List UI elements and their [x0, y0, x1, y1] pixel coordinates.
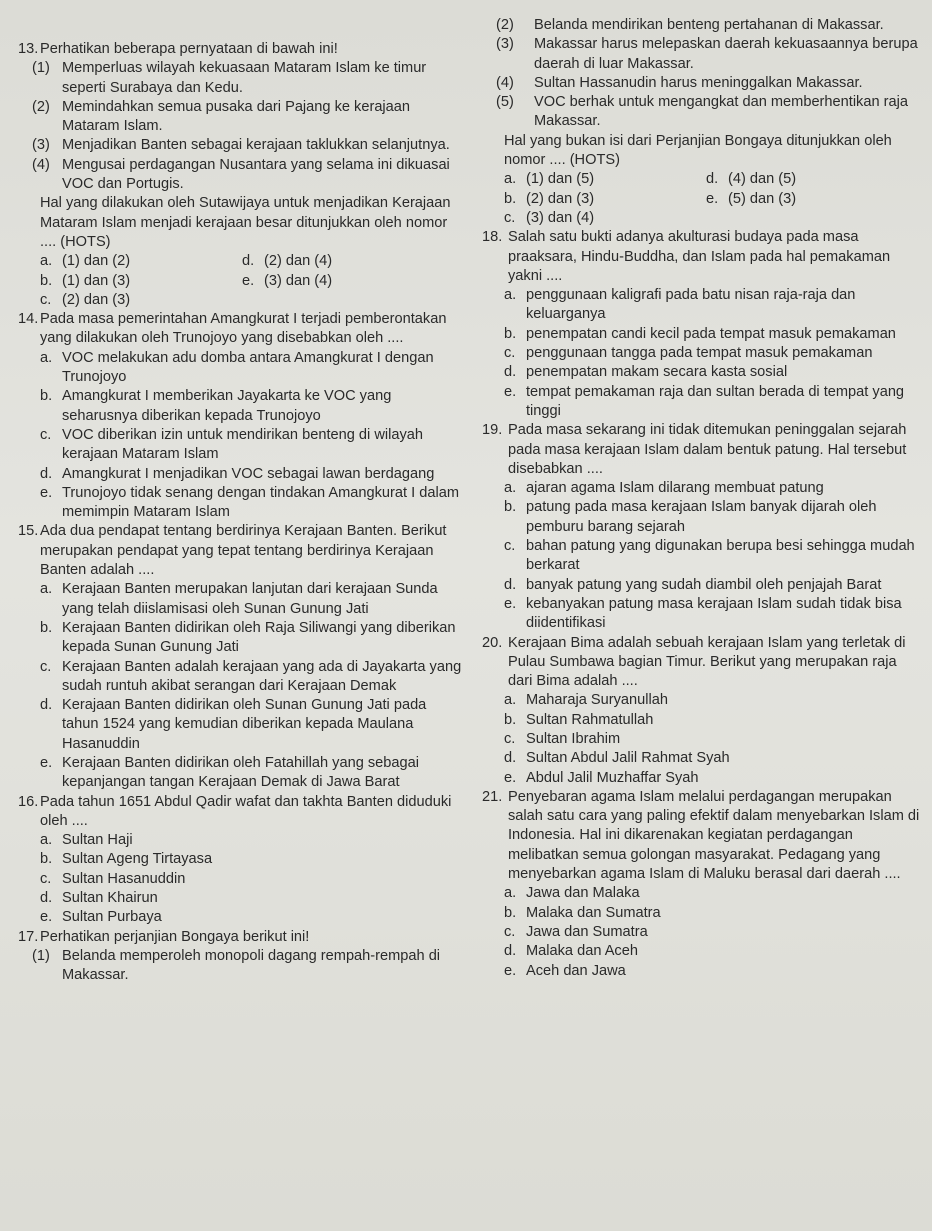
question-15 [18, 522, 466, 792]
option-c[interactable]: c. Sultan Ibrahim [504, 730, 621, 747]
question-number: 21. [482, 788, 503, 805]
question-14 [18, 310, 466, 522]
question-13 [18, 16, 466, 310]
option-c[interactable]: c. Jawa dan Sumatra [504, 923, 648, 940]
statement-item: (4) Mengusai perdagangan Nusantara yang selama ini dikuasai VOC dan Portugis. [32, 156, 450, 193]
option-e[interactable]: e. Trunojoyo tidak senang dengan tindakan Amangkurat I dalam memimpin Mataram Islam [40, 484, 459, 521]
question-19 [482, 421, 922, 633]
option-e[interactable]: e. (5) dan (3) [706, 190, 797, 207]
option-b[interactable]: b. Sultan Ageng Tirtayasa [40, 851, 213, 868]
option-e[interactable]: e. Aceh dan Jawa [504, 962, 626, 979]
option-b[interactable]: b. (1) dan (3) [40, 272, 131, 289]
question-number: 16. [18, 793, 39, 810]
option-row [482, 209, 922, 228]
question-text: Pada masa pemerintahan Amangkurat I terjadi pemberontakan yang dilakukan oleh Trunojoyo yang disebabkan oleh .... [40, 311, 447, 347]
option-b[interactable]: b. penempatan candi kecil pada tempat masuk pemakaman [504, 325, 896, 342]
question-number: 18. [482, 229, 503, 246]
left-column [18, 16, 466, 986]
statement-item: (4) Sultan Hassanudin harus meninggalkan Makassar. [496, 74, 863, 91]
question-number: 19. [482, 422, 503, 439]
question-number: 20. [482, 634, 503, 651]
option-row [18, 252, 466, 271]
option-b[interactable]: b. Kerajaan Banten didirikan oleh Raja Siliwangi yang diberikan kepada Sunan Gunung Jati [40, 619, 456, 656]
right-column [482, 16, 922, 981]
question-text: Hal yang dilakukan oleh Sutawijaya untuk menjadikan Kerajaan Mataram Islam menjadi kerajaan besar ditunjukkan oleh nomor .... (HOTS) [40, 195, 451, 250]
option-e[interactable]: e. kebanyakan patung masa kerajaan Islam sudah tidak bisa diidentifikasi [504, 595, 902, 632]
option-d[interactable]: d. Malaka dan Aceh [504, 943, 638, 960]
question-number: 13. [18, 41, 39, 57]
option-a[interactable]: a. penggunaan kaligrafi pada batu nisan raja-raja dan keluarganya [504, 287, 856, 323]
option-c[interactable]: c. penggunaan tangga pada tempat masuk pemakaman [504, 345, 873, 362]
option-row [482, 190, 922, 209]
statement-item: (1) Memperluas wilayah kekuasaan Mataram Islam ke timur seperti Surabaya dan Kedu. [32, 60, 427, 96]
option-d[interactable]: d. Sultan Abdul Jalil Rahmat Syah [504, 750, 730, 767]
question-18 [482, 228, 922, 421]
option-b[interactable]: b. patung pada masa kerajaan Islam banyak dijarah oleh pemburu barang sejarah [504, 499, 877, 535]
option-a[interactable]: a. ajaran agama Islam dilarang membuat patung [504, 480, 824, 497]
option-e[interactable]: e. tempat pemakaman raja dan sultan berada di tempat yang tinggi [504, 383, 905, 419]
option-b[interactable]: b. Amangkurat I memberikan Jayakarta ke VOC yang seharusnya diberikan kepada Trunojoyo [40, 388, 392, 424]
option-a[interactable]: a. (1) dan (5) [504, 171, 595, 188]
question-17-continued [482, 16, 922, 228]
option-row [482, 170, 922, 189]
option-d[interactable]: d. (2) dan (4) [242, 253, 333, 270]
option-b[interactable]: b. (2) dan (3) [504, 190, 595, 207]
question-number: 14. [18, 311, 39, 328]
option-e[interactable]: e. Kerajaan Banten didirikan oleh Fatahillah yang sebagai kepanjangan tangan Kerajaan Demak di Jawa Barat [40, 754, 419, 791]
statement-item: (2) Memindahkan semua pusaka dari Pajang ke kerajaan Mataram Islam. [32, 98, 411, 135]
option-row [18, 272, 466, 291]
question-text: Penyebaran agama Islam melalui perdagangan merupakan salah satu cara yang paling efektif dalam menyebarkan Islam di Indonesia. Hal ini dikarenakan kegiatan perdagangan melibatkan semua golongan masyarakat. Pedagang yang menyebarkan agama Islam di Maluku berasal dari daerah .... [508, 788, 920, 883]
statement-item: (3) Makassar harus melepaskan daerah kekuasaannya berupa daerah di luar Makassar. [496, 36, 918, 72]
option-a[interactable]: a. Kerajaan Banten merupakan lanjutan dari kerajaan Sunda yang telah diislamisasi oleh Sunan Gunung Jati [40, 581, 438, 617]
statement-item: (5) VOC berhak untuk mengangkat dan memberhentikan raja Makassar. [496, 94, 908, 130]
option-e[interactable]: e. Abdul Jalil Muzhaffar Syah [504, 769, 699, 786]
question-text: Hal yang bukan isi dari Perjanjian Bongaya ditunjukkan oleh nomor .... (HOTS) [504, 132, 892, 169]
option-a[interactable]: a. (1) dan (2) [40, 253, 131, 270]
option-b[interactable]: b. Sultan Rahmatullah [504, 711, 654, 728]
option-a[interactable]: a. Sultan Haji [40, 832, 133, 849]
option-c[interactable]: c. (2) dan (3) [40, 291, 131, 308]
option-c[interactable]: c. bahan patung yang digunakan berupa besi sehingga mudah berkarat [504, 538, 915, 574]
question-21 [482, 788, 922, 981]
question-17 [18, 928, 466, 986]
question-intro: Perhatikan beberapa pernyataan di bawah ini! [40, 41, 338, 57]
statement-item: (3) Menjadikan Banten sebagai kerajaan taklukkan selanjutnya. [32, 137, 450, 154]
option-d[interactable]: d. (4) dan (5) [706, 171, 797, 188]
option-d[interactable]: d. Amangkurat I menjadikan VOC sebagai lawan berdagang [40, 465, 435, 482]
option-e[interactable]: e. Sultan Purbaya [40, 909, 162, 926]
option-a[interactable]: a. Jawa dan Malaka [504, 885, 640, 902]
option-c[interactable]: c. VOC diberikan izin untuk mendirikan benteng di wilayah kerajaan Mataram Islam [40, 426, 423, 463]
option-a[interactable]: a. VOC melakukan adu domba antara Amangkurat I dengan Trunojoyo [40, 349, 434, 386]
question-20 [482, 634, 922, 788]
question-text: Salah satu bukti adanya akulturasi budaya pada masa praaksara, Hindu-Buddha, dan Islam pada hal pemakaman yakni .... [508, 229, 891, 284]
option-e[interactable]: e. (3) dan (4) [242, 272, 333, 289]
option-d[interactable]: d. Kerajaan Banten didirikan oleh Sunan Gunung Jati pada tahun 1524 yang kemudian diberikan kepada Maulana Hasanuddin [40, 697, 427, 752]
option-d[interactable]: d. Sultan Khairun [40, 890, 158, 907]
question-text: Kerajaan Bima adalah sebuah kerajaan Islam yang terletak di Pulau Sumbawa bagian Timur. Berikut yang merupakan raja dari Bima adalah .... [508, 634, 906, 690]
question-text: Pada masa sekarang ini tidak ditemukan peninggalan sejarah pada masa kerajaan Islam dalam bentuk patung. Hal tersebut disebabkan .... [508, 422, 907, 477]
option-d[interactable]: d. banyak patung yang sudah diambil oleh penjajah Barat [504, 576, 882, 593]
question-number: 15. [18, 523, 39, 540]
question-intro: Perhatikan perjanjian Bongaya berikut ini! [40, 928, 310, 945]
option-row [18, 291, 466, 310]
option-d[interactable]: d. penempatan makam secara kasta sosial [504, 364, 788, 381]
statement-item: (2) Belanda mendirikan benteng pertahanan di Makassar. [496, 17, 884, 33]
option-a[interactable]: a. Maharaja Suryanullah [504, 692, 668, 709]
question-text: Ada dua pendapat tentang berdirinya Kerajaan Banten. Berikut merupakan pendapat yang tepat tentang berdirinya Kerajaan Banten adalah .... [40, 523, 447, 579]
question-text: Pada tahun 1651 Abdul Qadir wafat dan takhta Banten diduduki oleh .... [40, 793, 452, 829]
question-16 [18, 793, 466, 928]
option-c[interactable]: c. (3) dan (4) [504, 209, 595, 226]
question-number: 17. [18, 928, 39, 945]
option-c[interactable]: c. Kerajaan Banten adalah kerajaan yang ada di Jayakarta yang sudah runtuh akibat serangan dari Kerajaan Demak [40, 658, 462, 694]
option-c[interactable]: c. Sultan Hasanuddin [40, 870, 186, 887]
statement-item: (1) Belanda memperoleh monopoli dagang rempah-rempah di Makassar. [32, 947, 441, 984]
option-b[interactable]: b. Malaka dan Sumatra [504, 904, 661, 921]
